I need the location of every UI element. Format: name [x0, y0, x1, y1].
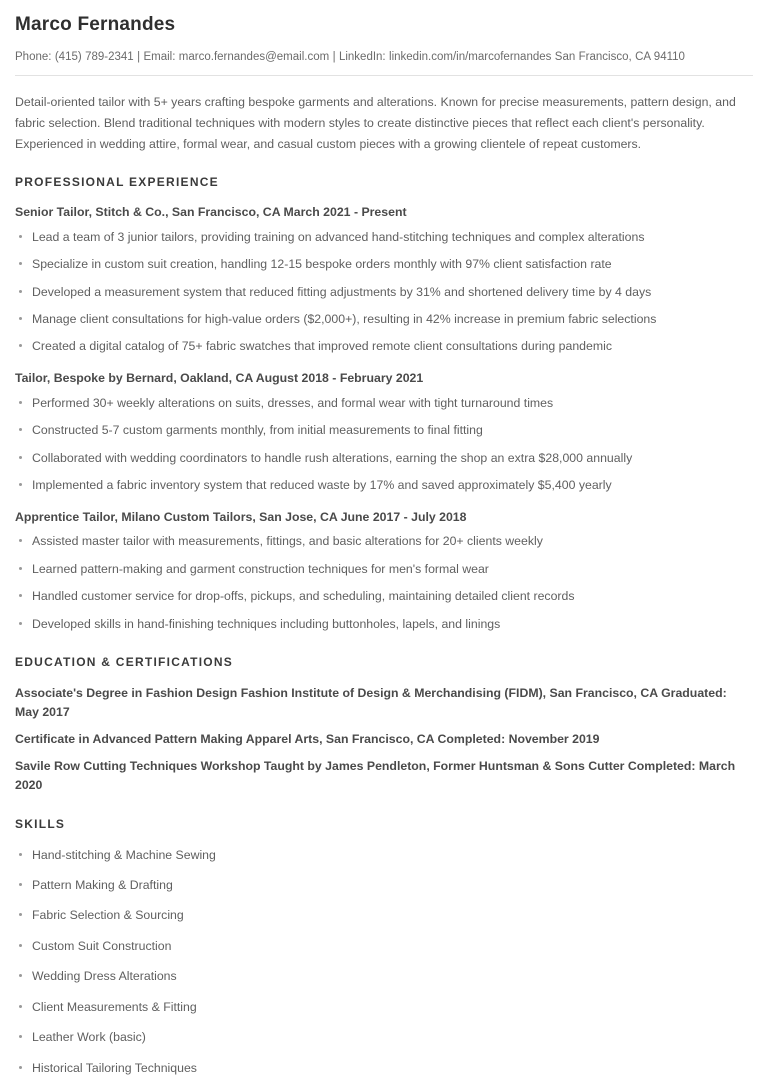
job-bullet: Lead a team of 3 junior tailors, providing training on advanced hand-stitching techniques and complex alterations — [15, 228, 753, 246]
job-bullet: Handled customer service for drop-offs, pickups, and scheduling, maintaining detailed client records — [15, 587, 753, 605]
education-entry: Savile Row Cutting Techniques Workshop Taught by James Pendleton, Former Huntsman & Sons Cutter Completed: March 2020 — [15, 758, 736, 792]
job-bullet-list — [15, 394, 753, 495]
education-entry: Certificate in Advanced Pattern Making Apparel Arts, San Francisco, CA Completed: November 2019 — [15, 731, 600, 746]
experience-entry — [15, 509, 753, 634]
section-education-certifications — [15, 655, 753, 795]
experience-entry — [15, 370, 753, 495]
job-bullet: Learned pattern-making and garment construction techniques for men's formal wear — [15, 560, 753, 578]
education-entry-list — [15, 684, 753, 795]
skill-item: Fabric Selection & Sourcing — [15, 906, 753, 924]
job-bullet: Constructed 5-7 custom garments monthly, from initial measurements to final fitting — [15, 421, 753, 439]
job-title: Apprentice Tailor, Milano Custom Tailors, San Jose, CA June 2017 - July 2018 — [15, 509, 467, 524]
skill-item: Leather Work (basic) — [15, 1028, 753, 1046]
job-bullet: Developed a measurement system that reduced fitting adjustments by 31% and shortened delivery time by 4 days — [15, 283, 753, 301]
candidate-name: Marco Fernandes — [15, 14, 176, 35]
experience-entry — [15, 204, 753, 356]
skill-item: Pattern Making & Drafting — [15, 876, 753, 894]
section-heading-skills: SKILLS — [15, 816, 66, 831]
job-bullet: Developed skills in hand-finishing techniques including buttonholes, lapels, and linings — [15, 615, 753, 633]
job-bullet-list — [15, 532, 753, 633]
education-entry: Associate's Degree in Fashion Design Fashion Institute of Design & Merchandising (FIDM), San Francisco, CA Graduated: May 2017 — [15, 685, 727, 719]
job-bullet: Manage client consultations for high-value orders ($2,000+), resulting in 42% increase in premium fabric selections — [15, 310, 753, 328]
skill-item: Custom Suit Construction — [15, 937, 753, 955]
job-bullet: Implemented a fabric inventory system that reduced waste by 17% and saved approximately $5,400 yearly — [15, 476, 753, 494]
section-heading-education: EDUCATION & CERTIFICATIONS — [15, 655, 234, 670]
skill-item: Historical Tailoring Techniques — [15, 1059, 753, 1077]
section-professional-experience — [15, 175, 753, 633]
professional-summary: Detail-oriented tailor with 5+ years crafting bespoke garments and alterations. Known for precise measurements, pattern design, and fabric selection. Blend traditional techniques with modern styles to create distinctive pieces that reflect each client's personality. Experienced in wedding attire, formal wear, and casual custom pieces with a growing clientele of repeat customers. — [15, 94, 736, 152]
job-title: Tailor, Bespoke by Bernard, Oakland, CA August 2018 - February 2021 — [15, 370, 424, 385]
experience-job-list — [15, 204, 753, 633]
job-title: Senior Tailor, Stitch & Co., San Francisco, CA March 2021 - Present — [15, 204, 407, 219]
skill-item: Client Measurements & Fitting — [15, 998, 753, 1016]
skill-item: Hand-stitching & Machine Sewing — [15, 846, 753, 864]
job-bullet-list — [15, 228, 753, 356]
skills-list — [15, 846, 753, 1078]
header-divider — [15, 75, 753, 76]
job-bullet: Specialize in custom suit creation, handling 12-15 bespoke orders monthly with 97% client satisfaction rate — [15, 255, 753, 273]
job-bullet: Collaborated with wedding coordinators to handle rush alterations, earning the shop an extra $28,000 annually — [15, 449, 753, 467]
contact-line: Phone: (415) 789-2341 | Email: marco.fernandes@email.com | LinkedIn: linkedin.com/in/marcofernandes San Francisco, CA 94110 — [15, 50, 685, 63]
job-bullet: Created a digital catalog of 75+ fabric swatches that improved remote client consultations during pandemic — [15, 337, 753, 355]
job-bullet: Assisted master tailor with measurements, fittings, and basic alterations for 20+ clients weekly — [15, 532, 753, 550]
skill-item: Wedding Dress Alterations — [15, 967, 753, 985]
section-heading-experience: PROFESSIONAL EXPERIENCE — [15, 175, 219, 190]
job-bullet: Performed 30+ weekly alterations on suits, dresses, and formal wear with tight turnaround times — [15, 394, 753, 412]
section-skills — [15, 817, 753, 1077]
